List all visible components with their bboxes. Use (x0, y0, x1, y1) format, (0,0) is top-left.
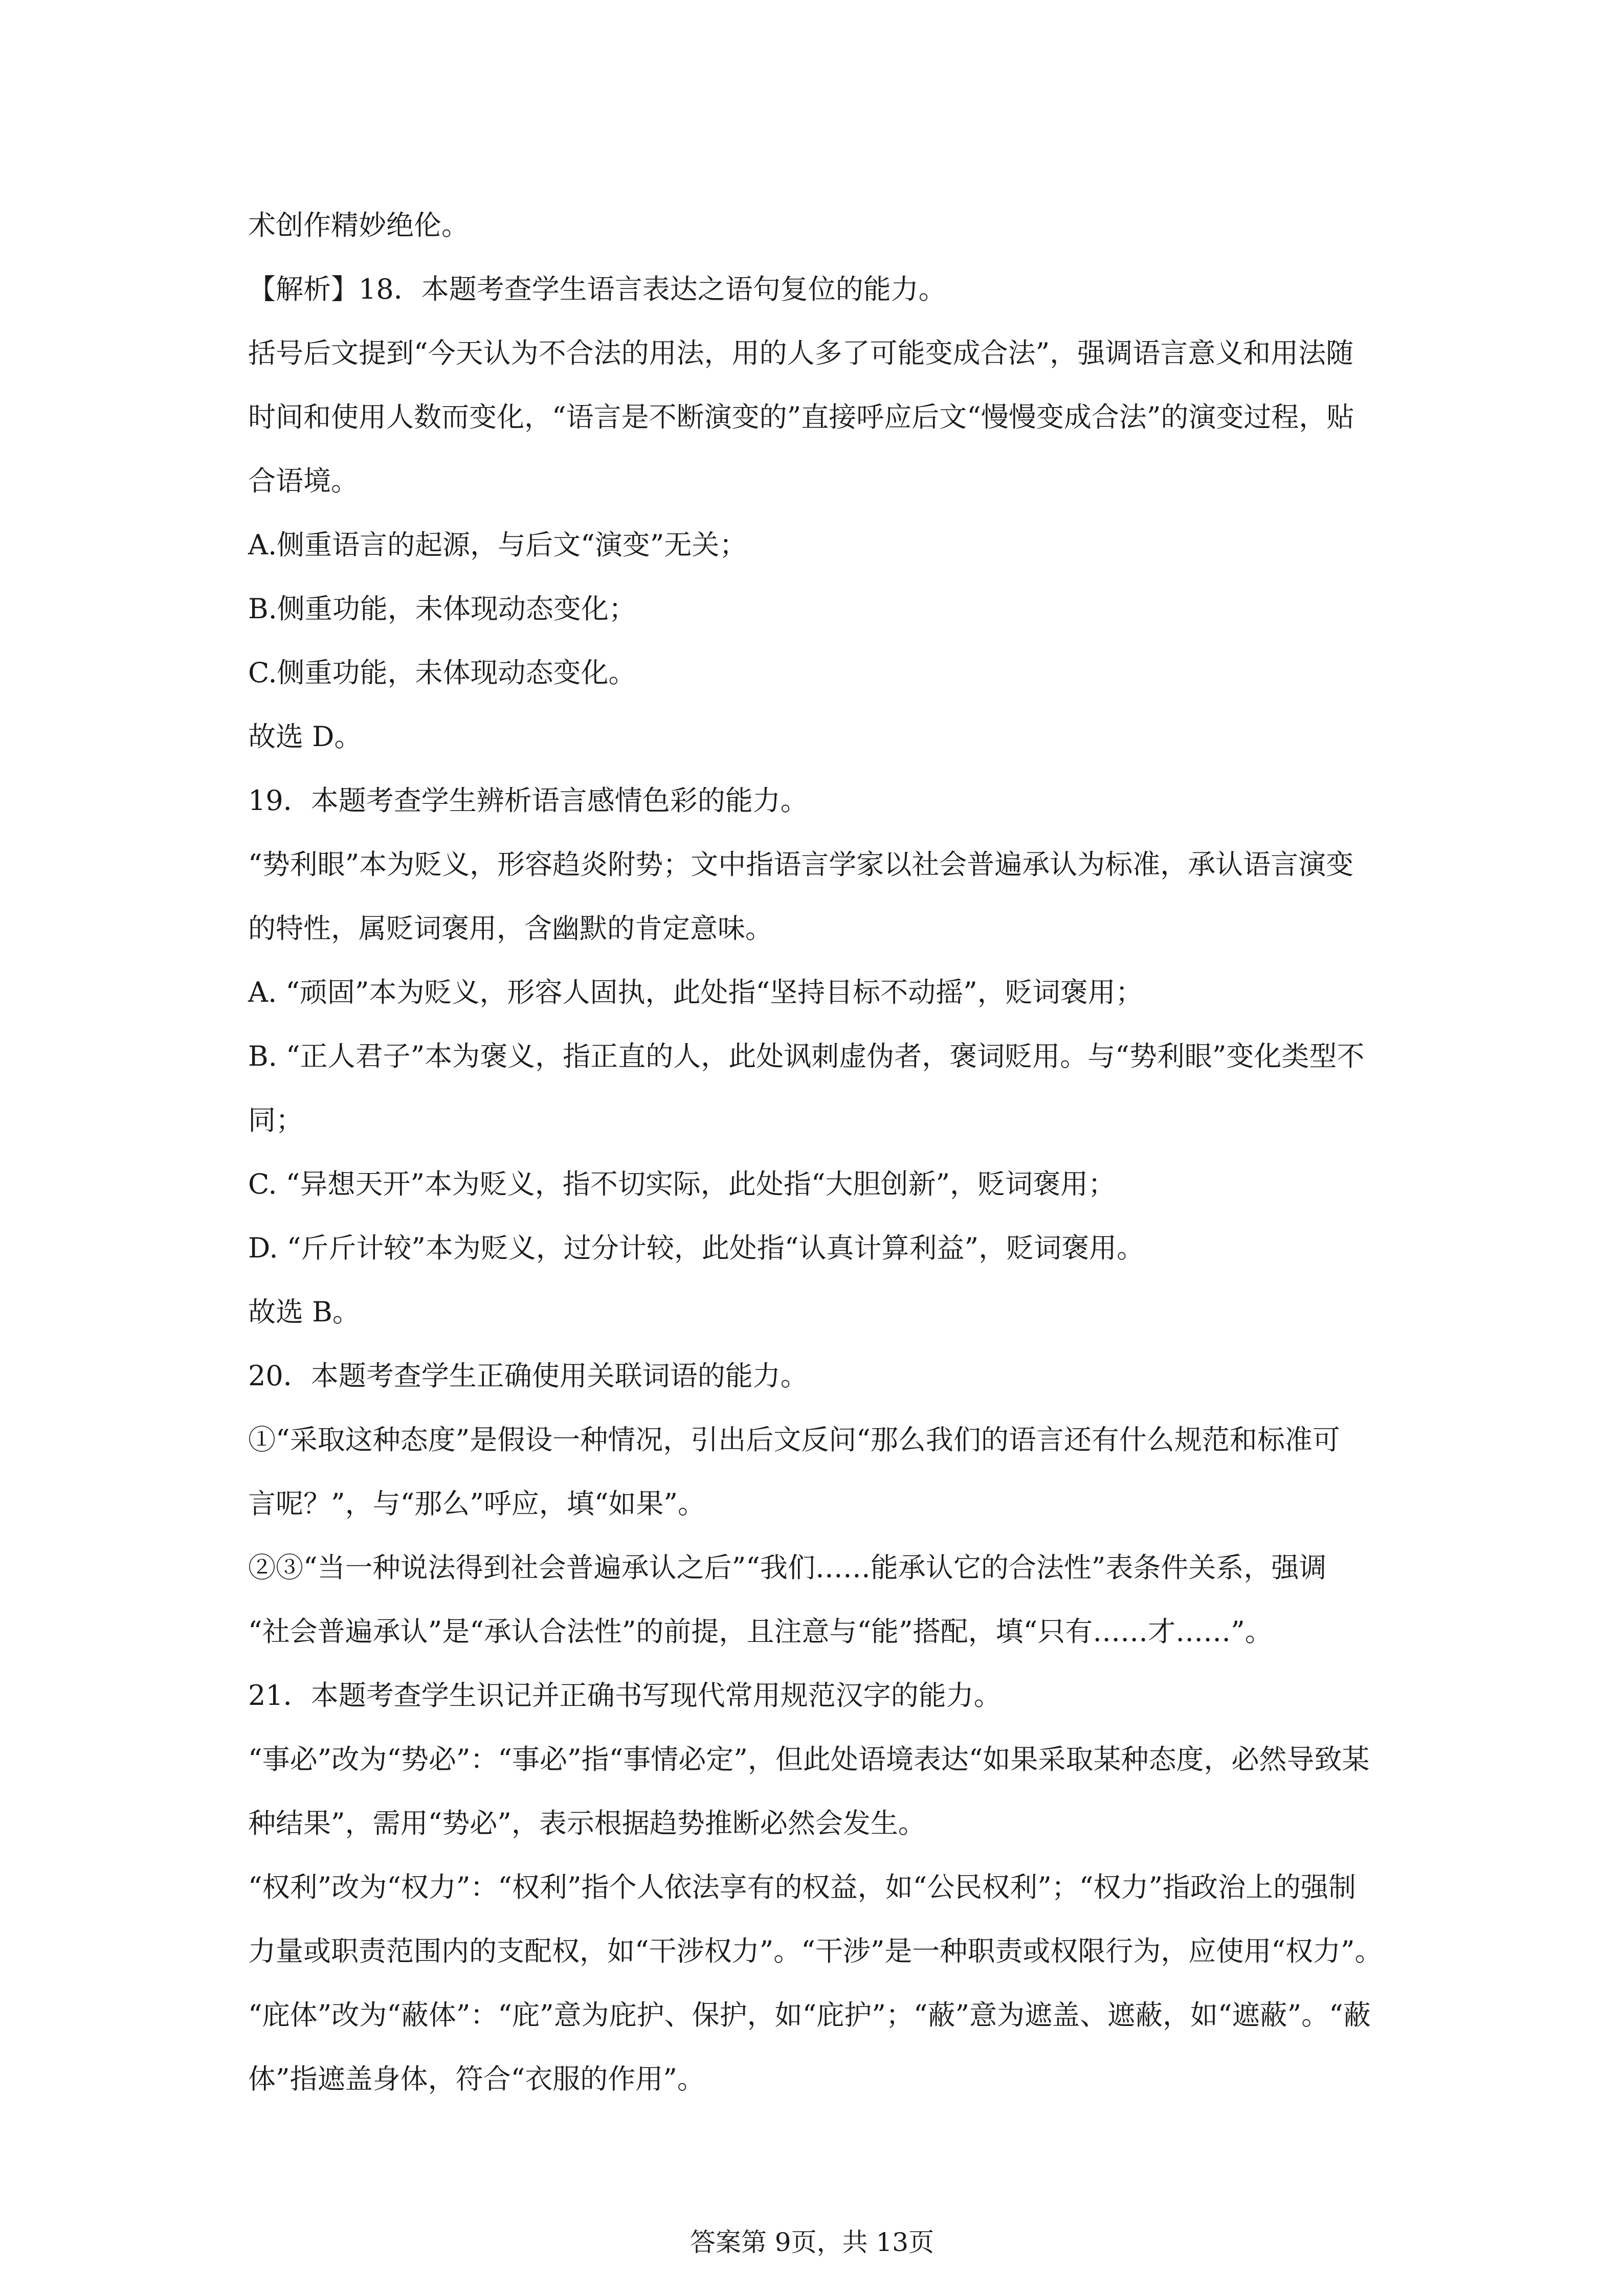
text-line: 言呢？”，与“那么”呼应，填“如果”。 (248, 1488, 706, 1520)
text-line: 力量或职责范围内的支配权，如“干涉权力”。“干涉”是一种职责或权限行为，应使用“权力”。 (248, 1935, 1383, 1967)
text-line: 同； (248, 1104, 303, 1136)
text-line: 19．本题考查学生辨析语言感情色彩的能力。 (248, 784, 808, 817)
text-line: 故选 B。 (248, 1296, 360, 1328)
text-line: 故选 D。 (248, 721, 362, 753)
text-line: ②③“当一种说法得到社会普遍承认之后”“我们……能承认它的合法性”表条件关系，强调 (248, 1551, 1327, 1584)
text-line: A.侧重语言的起源，与后文“演变”无关； (248, 529, 747, 561)
page-body (248, 193, 1389, 2111)
text-line: 术创作精妙绝伦。 (248, 209, 469, 241)
text-line: 时间和使用人数而变化，“语言是不断演变的”直接呼应后文“慢慢变成合法”的演变过程，贴 (248, 401, 1354, 433)
text-line: 体”指遮盖身体，符合“衣服的作用”。 (248, 2063, 705, 2095)
text-line: 20．本题考查学生正确使用关联词语的能力。 (248, 1360, 808, 1392)
page-footer: 答案第 9页，共 13页 (689, 2227, 935, 2257)
text-line: B.侧重功能，未体现动态变化； (248, 593, 636, 625)
text-line: C.侧重功能，未体现动态变化。 (248, 657, 636, 689)
text-line: 【解析】18．本题考查学生语言表达之语句复位的能力。 (248, 273, 946, 305)
text-line: “势利眼”本为贬义，形容趋炎附势；文中指语言学家以社会普遍承认为标准，承认语言演变 (248, 848, 1354, 881)
text-line: “庇体”改为“蔽体”：“庇”意为庇护、保护，如“庇护”；“蔽”意为遮盖、遮蔽，如“遮蔽”。“蔽 (248, 1999, 1371, 2031)
text-line: “社会普遍承认”是“承认合法性”的前提，且注意与“能”搭配，填“只有……才……”。 (248, 1615, 1273, 1648)
text-line: 的特性，属贬词褒用，含幽默的肯定意味。 (248, 912, 773, 944)
text-line: “权利”改为“权力”：“权利”指个人依法享有的权益，如“公民权利”；“权力”指政治上的强制 (248, 1871, 1356, 1903)
text-line: 21．本题考查学生识记并正确书写现代常用规范汉字的能力。 (248, 1679, 1002, 1712)
text-line: “事必”改为“势必”：“事必”指“事情必定”，但此处语境表达“如果采取某种态度，必然导致某 (248, 1743, 1370, 1775)
text-line: A. “顽固”本为贬义，形容人固执，此处指“坚持目标不动摇”，贬词褒用； (248, 976, 1143, 1008)
text-line: ①“采取这种态度”是假设一种情况，引出后文反问“那么我们的语言还有什么规范和标准可 (248, 1424, 1340, 1456)
text-line: 括号后文提到“今天认为不合法的用法，用的人多了可能变成合法”，强调语言意义和用法随 (248, 337, 1354, 369)
text-line: D. “斤斤计较”本为贬义，过分计较，此处指“认真计算利益”，贬词褒用。 (248, 1232, 1145, 1264)
text-line: 种结果”，需用“势必”，表示根据趋势推断必然会发生。 (248, 1807, 926, 1839)
text-line: B. “正人君子”本为褒义，指正直的人，此处讽刺虚伪者，褒词贬用。与“势利眼”变化类型不 (248, 1040, 1365, 1072)
text-line: C. “异想天开”本为贬义，指不切实际，此处指“大胆创新”，贬词褒用； (248, 1168, 1116, 1200)
text-line: 合语境。 (248, 465, 359, 497)
